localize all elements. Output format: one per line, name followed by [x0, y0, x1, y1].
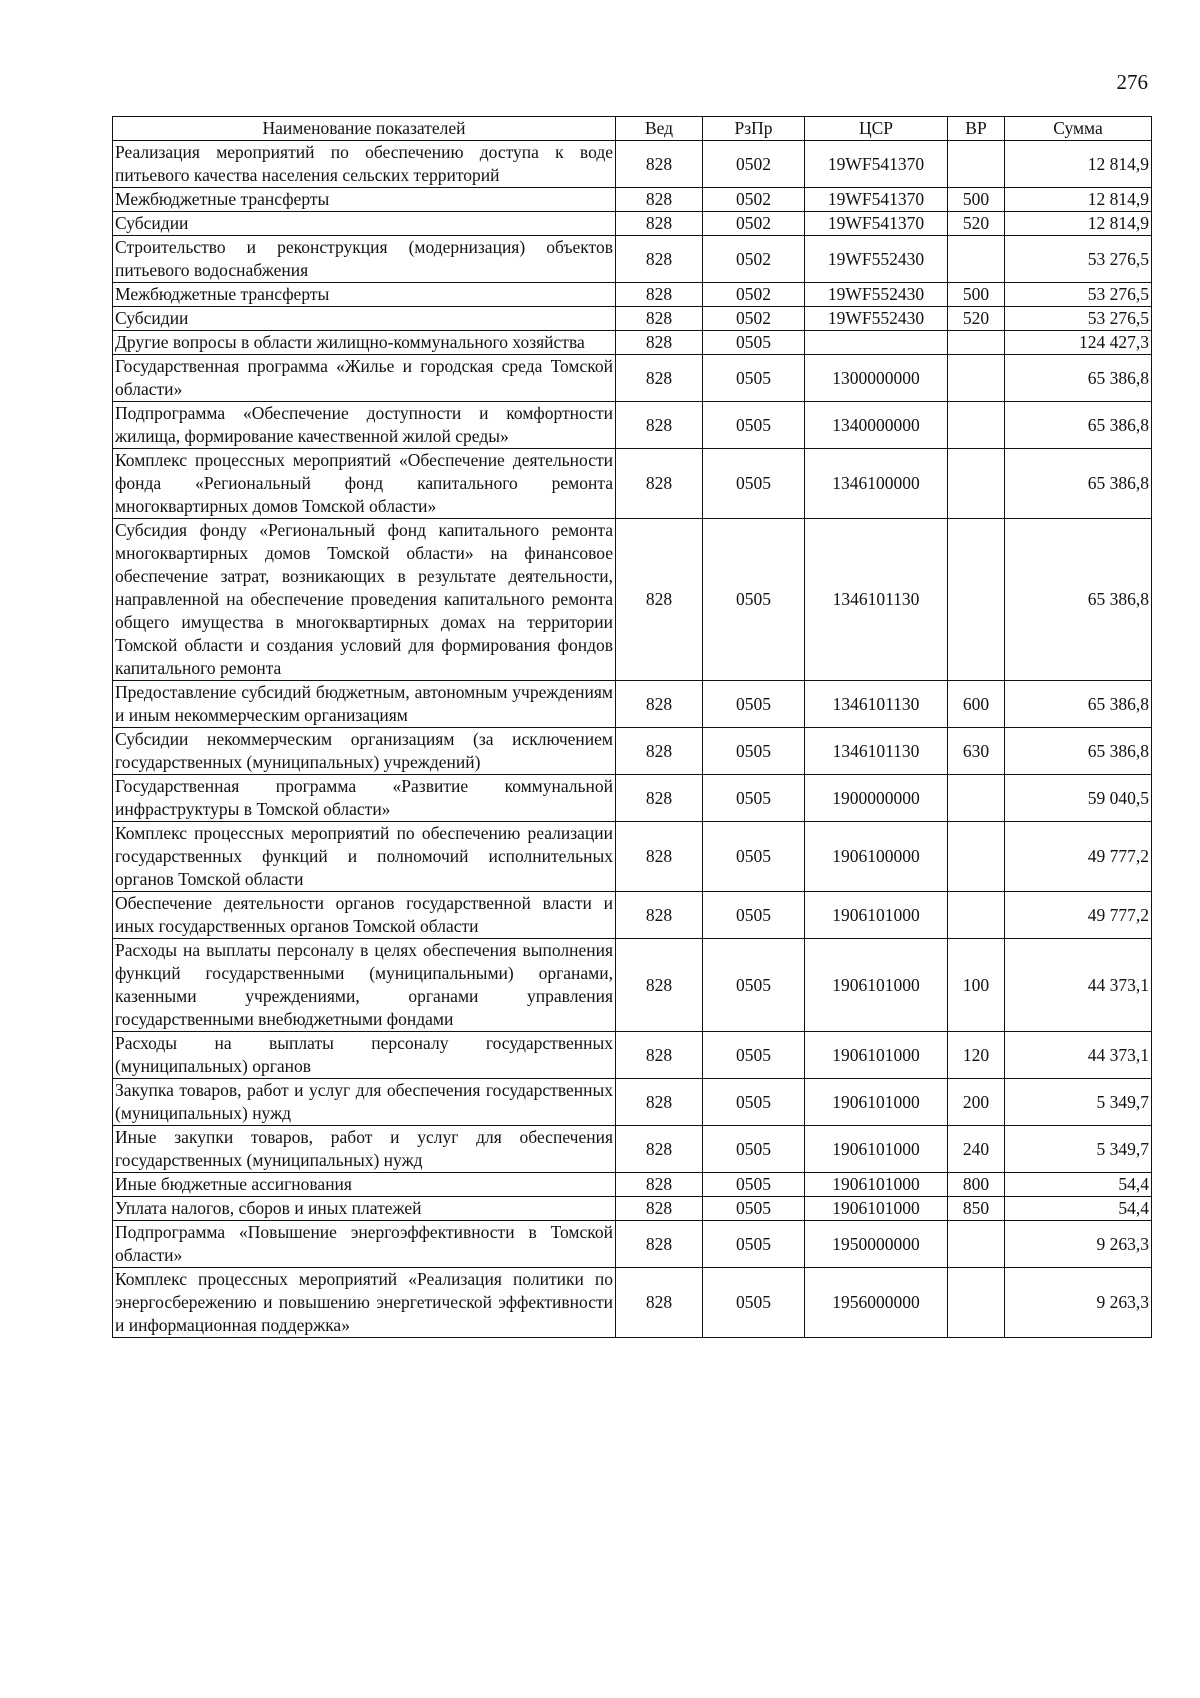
- table-row: [113, 822, 1152, 892]
- cell-sum: 65 386,8: [1005, 728, 1152, 775]
- cell-ved: 828: [616, 402, 703, 449]
- table-row: [113, 1173, 1152, 1197]
- cell-sum: 53 276,5: [1005, 307, 1152, 331]
- table-row: [113, 141, 1152, 188]
- cell-name: Предоставление субсидий бюджетным, автономным учреждениям и иным некоммерческим организациям: [113, 681, 616, 728]
- header-csr: ЦСР: [805, 117, 948, 141]
- cell-sum: 44 373,1: [1005, 939, 1152, 1032]
- cell-name: Субсидии: [113, 307, 616, 331]
- cell-sum: 59 040,5: [1005, 775, 1152, 822]
- cell-csr: 1346101130: [805, 681, 948, 728]
- cell-sum: 9 263,3: [1005, 1268, 1152, 1338]
- table-row: [113, 1032, 1152, 1079]
- cell-ved: 828: [616, 1032, 703, 1079]
- cell-csr: 1906101000: [805, 1032, 948, 1079]
- header-ved: Вед: [616, 117, 703, 141]
- cell-csr: [805, 331, 948, 355]
- cell-vr: 120: [948, 1032, 1005, 1079]
- cell-name: Другие вопросы в области жилищно-коммунального хозяйства: [113, 331, 616, 355]
- cell-vr: 800: [948, 1173, 1005, 1197]
- cell-vr: [948, 1221, 1005, 1268]
- cell-ved: 828: [616, 331, 703, 355]
- cell-ved: 828: [616, 188, 703, 212]
- cell-name: Обеспечение деятельности органов государственной власти и иных государственных органов Томской области: [113, 892, 616, 939]
- cell-csr: 1346100000: [805, 449, 948, 519]
- cell-rzpr: 0505: [703, 681, 805, 728]
- cell-ved: 828: [616, 449, 703, 519]
- cell-name: Закупка товаров, работ и услуг для обеспечения государственных (муниципальных) нужд: [113, 1079, 616, 1126]
- cell-sum: 65 386,8: [1005, 449, 1152, 519]
- cell-csr: 1906101000: [805, 1173, 948, 1197]
- cell-ved: 828: [616, 1197, 703, 1221]
- table-row: [113, 1126, 1152, 1173]
- cell-vr: [948, 775, 1005, 822]
- cell-vr: [948, 402, 1005, 449]
- cell-vr: [948, 1268, 1005, 1338]
- cell-vr: 500: [948, 283, 1005, 307]
- cell-rzpr: 0505: [703, 355, 805, 402]
- cell-csr: 1906101000: [805, 1079, 948, 1126]
- cell-name: Межбюджетные трансферты: [113, 188, 616, 212]
- table-row: [113, 1221, 1152, 1268]
- cell-ved: 828: [616, 1221, 703, 1268]
- table-row: [113, 212, 1152, 236]
- cell-ved: 828: [616, 519, 703, 681]
- cell-vr: [948, 331, 1005, 355]
- budget-table: [112, 116, 1152, 1338]
- cell-sum: 44 373,1: [1005, 1032, 1152, 1079]
- cell-rzpr: 0505: [703, 822, 805, 892]
- cell-sum: 65 386,8: [1005, 402, 1152, 449]
- cell-ved: 828: [616, 212, 703, 236]
- table-row: [113, 519, 1152, 681]
- cell-rzpr: 0505: [703, 728, 805, 775]
- cell-name: Уплата налогов, сборов и иных платежей: [113, 1197, 616, 1221]
- cell-ved: 828: [616, 775, 703, 822]
- cell-vr: 630: [948, 728, 1005, 775]
- cell-csr: 1906100000: [805, 822, 948, 892]
- cell-vr: 240: [948, 1126, 1005, 1173]
- cell-csr: 1906101000: [805, 892, 948, 939]
- table-row: [113, 307, 1152, 331]
- cell-rzpr: 0505: [703, 939, 805, 1032]
- table-body: [113, 141, 1152, 1338]
- cell-sum: 12 814,9: [1005, 141, 1152, 188]
- table-row: [113, 1079, 1152, 1126]
- cell-csr: 1906101000: [805, 1197, 948, 1221]
- cell-rzpr: 0502: [703, 141, 805, 188]
- cell-vr: 850: [948, 1197, 1005, 1221]
- cell-sum: 5 349,7: [1005, 1126, 1152, 1173]
- cell-name: Государственная программа «Жилье и городская среда Томской области»: [113, 355, 616, 402]
- cell-name: Подпрограмма «Обеспечение доступности и комфортности жилища, формирование качественной жилой среды»: [113, 402, 616, 449]
- cell-name: Комплекс процессных мероприятий по обеспечению реализации государственных функций и полномочий исполнительных органов Томской области: [113, 822, 616, 892]
- cell-vr: [948, 449, 1005, 519]
- header-vr: ВР: [948, 117, 1005, 141]
- cell-rzpr: 0502: [703, 283, 805, 307]
- header-name: Наименование показателей: [113, 117, 616, 141]
- header-sum: Сумма: [1005, 117, 1152, 141]
- cell-rzpr: 0502: [703, 212, 805, 236]
- cell-ved: 828: [616, 355, 703, 402]
- cell-ved: 828: [616, 1173, 703, 1197]
- cell-vr: 520: [948, 212, 1005, 236]
- cell-ved: 828: [616, 822, 703, 892]
- cell-sum: 124 427,3: [1005, 331, 1152, 355]
- cell-csr: 19WF552430: [805, 236, 948, 283]
- table-row: [113, 331, 1152, 355]
- cell-ved: 828: [616, 1079, 703, 1126]
- table-row: [113, 402, 1152, 449]
- cell-ved: 828: [616, 892, 703, 939]
- cell-name: Субсидии: [113, 212, 616, 236]
- cell-csr: 1950000000: [805, 1221, 948, 1268]
- table-row: [113, 681, 1152, 728]
- cell-ved: 828: [616, 236, 703, 283]
- cell-name: Реализация мероприятий по обеспечению доступа к воде питьевого качества населения сельских территорий: [113, 141, 616, 188]
- table-row: [113, 775, 1152, 822]
- cell-sum: 12 814,9: [1005, 212, 1152, 236]
- cell-sum: 49 777,2: [1005, 892, 1152, 939]
- cell-name: Иные закупки товаров, работ и услуг для обеспечения государственных (муниципальных) нужд: [113, 1126, 616, 1173]
- cell-rzpr: 0505: [703, 1268, 805, 1338]
- table-row: [113, 939, 1152, 1032]
- table-row: [113, 449, 1152, 519]
- cell-csr: 19WF552430: [805, 283, 948, 307]
- cell-sum: 65 386,8: [1005, 355, 1152, 402]
- cell-rzpr: 0505: [703, 449, 805, 519]
- cell-csr: 1340000000: [805, 402, 948, 449]
- cell-name: Субсидия фонду «Региональный фонд капитального ремонта многоквартирных домов Томской области» на финансовое обеспечение затрат, возникающих в результате деятельности, направленной на обеспечение проведения капитального ремонта общего имущества в многоквартирных домах на территории Томской области и создания условий для формирования фондов капитального ремонта: [113, 519, 616, 681]
- cell-csr: 19WF552430: [805, 307, 948, 331]
- cell-csr: 1346101130: [805, 728, 948, 775]
- cell-sum: 65 386,8: [1005, 681, 1152, 728]
- cell-rzpr: 0502: [703, 188, 805, 212]
- table-row: [113, 892, 1152, 939]
- cell-rzpr: 0505: [703, 1221, 805, 1268]
- cell-csr: 1346101130: [805, 519, 948, 681]
- cell-rzpr: 0505: [703, 402, 805, 449]
- table-row: [113, 1268, 1152, 1338]
- cell-name: Расходы на выплаты персоналу государственных (муниципальных) органов: [113, 1032, 616, 1079]
- table-row: [113, 236, 1152, 283]
- cell-vr: [948, 892, 1005, 939]
- cell-vr: 520: [948, 307, 1005, 331]
- cell-csr: 1900000000: [805, 775, 948, 822]
- cell-vr: [948, 236, 1005, 283]
- cell-sum: 65 386,8: [1005, 519, 1152, 681]
- cell-name: Субсидии некоммерческим организациям (за исключением государственных (муниципальных) учреждений): [113, 728, 616, 775]
- cell-name: Межбюджетные трансферты: [113, 283, 616, 307]
- cell-ved: 828: [616, 681, 703, 728]
- cell-vr: 600: [948, 681, 1005, 728]
- cell-rzpr: 0505: [703, 892, 805, 939]
- cell-sum: 49 777,2: [1005, 822, 1152, 892]
- cell-rzpr: 0505: [703, 1079, 805, 1126]
- cell-rzpr: 0505: [703, 1197, 805, 1221]
- cell-rzpr: 0505: [703, 331, 805, 355]
- cell-csr: 1906101000: [805, 1126, 948, 1173]
- table-header-row: [113, 117, 1152, 141]
- page-number: 276: [1116, 70, 1148, 94]
- cell-rzpr: 0505: [703, 775, 805, 822]
- cell-ved: 828: [616, 141, 703, 188]
- table-row: [113, 355, 1152, 402]
- cell-ved: 828: [616, 307, 703, 331]
- cell-csr: 1956000000: [805, 1268, 948, 1338]
- table-row: [113, 283, 1152, 307]
- cell-sum: 9 263,3: [1005, 1221, 1152, 1268]
- cell-vr: [948, 355, 1005, 402]
- table-row: [113, 728, 1152, 775]
- cell-ved: 828: [616, 939, 703, 1032]
- cell-csr: 1300000000: [805, 355, 948, 402]
- cell-vr: 500: [948, 188, 1005, 212]
- cell-name: Расходы на выплаты персоналу в целях обеспечения выполнения функций государственными (муниципальными) органами, казенными учреждениями, органами управления государственными внебюджетными фондами: [113, 939, 616, 1032]
- cell-sum: 54,4: [1005, 1197, 1152, 1221]
- cell-name: Комплекс процессных мероприятий «Реализация политики по энергосбережению и повышению энергетической эффективности и информационная поддержка»: [113, 1268, 616, 1338]
- header-rzpr: РзПр: [703, 117, 805, 141]
- cell-vr: 100: [948, 939, 1005, 1032]
- cell-ved: 828: [616, 1126, 703, 1173]
- cell-rzpr: 0502: [703, 236, 805, 283]
- cell-csr: 19WF541370: [805, 188, 948, 212]
- cell-name: Государственная программа «Развитие коммунальной инфраструктуры в Томской области»: [113, 775, 616, 822]
- cell-csr: 19WF541370: [805, 212, 948, 236]
- table-row: [113, 188, 1152, 212]
- cell-vr: [948, 822, 1005, 892]
- cell-vr: [948, 519, 1005, 681]
- cell-csr: 19WF541370: [805, 141, 948, 188]
- cell-rzpr: 0502: [703, 307, 805, 331]
- cell-ved: 828: [616, 283, 703, 307]
- cell-rzpr: 0505: [703, 1126, 805, 1173]
- cell-sum: 12 814,9: [1005, 188, 1152, 212]
- cell-vr: [948, 141, 1005, 188]
- cell-sum: 5 349,7: [1005, 1079, 1152, 1126]
- cell-name: Комплекс процессных мероприятий «Обеспечение деятельности фонда «Региональный фонд капитального ремонта многоквартирных домов Томской области»: [113, 449, 616, 519]
- cell-rzpr: 0505: [703, 1032, 805, 1079]
- cell-name: Строительство и реконструкция (модернизация) объектов питьевого водоснабжения: [113, 236, 616, 283]
- cell-ved: 828: [616, 728, 703, 775]
- cell-rzpr: 0505: [703, 1173, 805, 1197]
- table-row: [113, 1197, 1152, 1221]
- cell-sum: 53 276,5: [1005, 283, 1152, 307]
- cell-rzpr: 0505: [703, 519, 805, 681]
- cell-name: Иные бюджетные ассигнования: [113, 1173, 616, 1197]
- cell-ved: 828: [616, 1268, 703, 1338]
- cell-sum: 54,4: [1005, 1173, 1152, 1197]
- cell-vr: 200: [948, 1079, 1005, 1126]
- cell-name: Подпрограмма «Повышение энергоэффективности в Томской области»: [113, 1221, 616, 1268]
- cell-sum: 53 276,5: [1005, 236, 1152, 283]
- cell-csr: 1906101000: [805, 939, 948, 1032]
